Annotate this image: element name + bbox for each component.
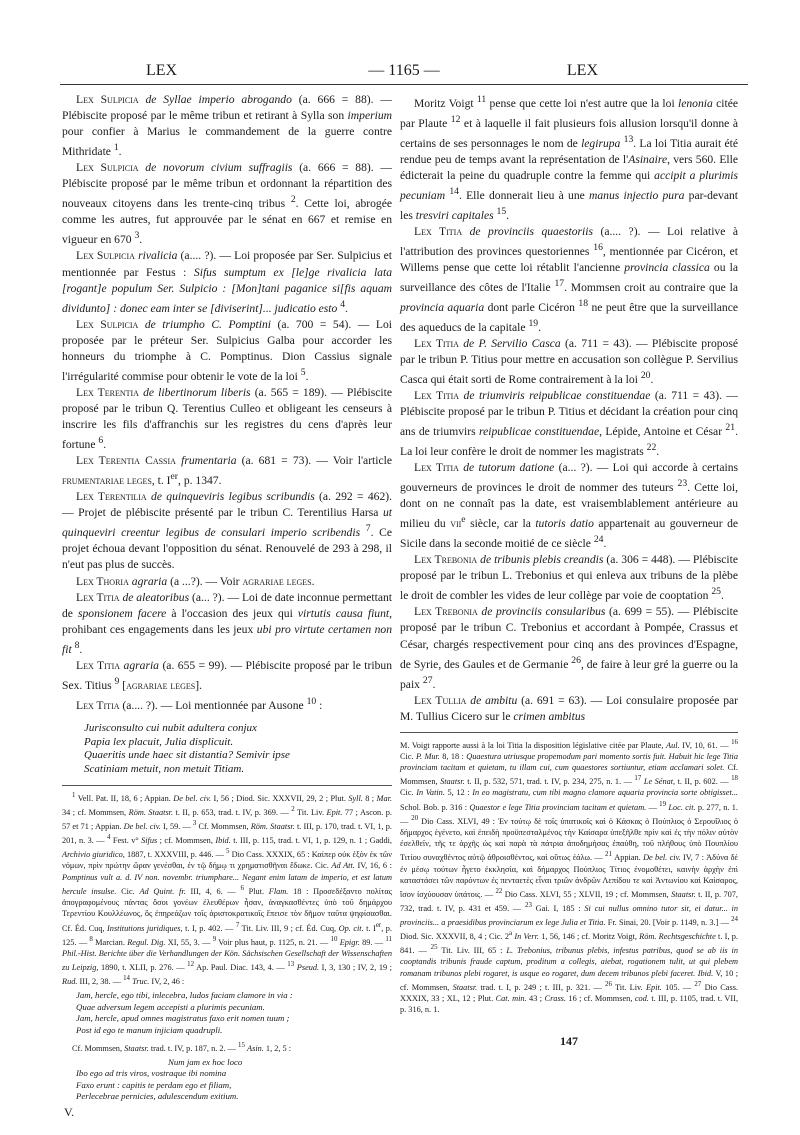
- paragraph: Lex Terentilia de quinqueviris legibus scribundis (a. 292 = 462). — Projet de plébiscite présenté par le tribun C. Terentilius Harsa ut quinqueviri creentur legibus de consulari imperio scribendis $^7$. Ce projet échoua devant l'opposition du sénat. Renouvelé de 293 à 298, il n'eut pas plus de succès.: [62, 490, 393, 572]
- paragraph: Lex Titia de tutorum datione (a... ?). — Loi qui accorde à certains gouverneurs de provinces le droit de nommer des tuteurs $^{23}$. Cette loi, dont on ne connaît pas la date, est vraisemblablement antérieure au milieu du vii$^e$ siècle, car la tutoris datio appartenait au gouverneur de Sicile dans la seconde moitié de ce siècle $^{24}$.: [400, 461, 739, 551]
- paragraph: Lex Sulpicia de novorum civium suffragiis (a. 666 = 88). — Plébiscite proposé par le même tribun et ordonnant la répartition des nouveaux citoyens dans les trente-cinq tribus $^2$. Cette loi, abrogée comme les autres, fut approuvée par le sénat en 667 et remise en vigueur en 670 $^3$.: [62, 161, 393, 247]
- note-verse-line: Num jam ex hoc loco: [168, 1056, 243, 1067]
- verse-line: Jurisconsulto cui nubit adultera conjux: [84, 721, 257, 734]
- note-verse-line: Faxo erunt : capitis te perdam ego et filiam,: [76, 1079, 232, 1090]
- left-body: [62, 92, 392, 714]
- note-verse-line: Jam, hercle, apud omnes magistratus faxo erit nomen tuum ;: [76, 1013, 290, 1024]
- footnotes-text-2: Cf. Mommsen, Staatsr. trad. t. IV, p. 187, n. 2. — $^{15}$ Asin. 1, 2, 5 :: [72, 1041, 292, 1053]
- paragraph: Lex Trebonia de provinciis consularibus (a. 699 = 55). — Plébiscite proposé par le tribun C. Trebonius et accordant à Pompée, Crassus et César, chargés respectivement pour cinq ans des provinces d'Espagne, de Syrie, des Gaules et de Germanie $^{26}$, de faire à leur gré la guerre ou la paix $^{27}$.: [400, 605, 739, 691]
- note-verse-line: Ibo ego ad tris viros, vostraque ibi nomina: [76, 1068, 227, 1079]
- note-verse-line: Post id ego te manum injiciam quadrupli.: [76, 1024, 223, 1035]
- paragraph: Lex Trebonia de tribunis plebis creandis (a. 306 = 448). — Plébiscite proposé par le tribun L. Trebonius et qui enleva aux tribuns de la plèbe le droit de combler les vides de leur collège par voie de cooptation $^{25}$.: [400, 553, 738, 603]
- header-right: LEX: [566, 62, 598, 79]
- paragraph: Lex Titia agraria (a. 655 = 99). — Plébiscite proposé par le tribun Sex. Titius $^9$ [agrariae leges].: [62, 658, 392, 692]
- header-page-number: — 1165 —: [368, 62, 440, 79]
- running-header: [60, 62, 748, 82]
- verse-line: Scatiniam metuit, non metuit Titiam.: [84, 763, 245, 776]
- ausonius-verse: [84, 722, 392, 777]
- paragraph: Lex Sulpicia de Syllae imperio abrogando (a. 666 = 88). — Plébiscite proposé par le même tribun et retirant à Sylla son imperium pour confier à Marius le commandement de la guerre contre Mithridate $^1$.: [62, 93, 392, 159]
- footnotes-text: M. Voigt rapporte aussi à la loi Titia la disposition législative citée par Plaute, Aul. IV, 10, 61. — $^{16}$ Cic. P. Mur. 8, 18 : Quaestura utriusque propemodum pari momento sortis fuit. Habuit hic lege Titia provinciam tacitam et quietam, tu illam cui, cum quaestores sortiuntur, etiam acclamari solet. Cf. Mommsen, Staatsr. t. II, p. 532, 571, trad. t. IV, p. 234, 275, n. 1. — $^{17}$ Le Sénat, t. II, p. 602. — $^{18}$ Cic. In Vatin. 5, 12 : In eo magistratu, cum tibi magno clamore aquaria provincia sorte obtigisset... Schol. Bob. p. 316 : Quaestor e lege Titia provinciam tacitam et quietam. — $^{19}$ Loc. cit. p. 277, n. 1. — $^{20}$ Dio Cass. XLVI, 49 : Ἐν τούτῳ δὲ τοῖς ὑπατικοῖς καὶ ὁ Κάσκας ὁ Πούπλιος ὁ Σερουΐλιος ὁ δήμαρχος ἐγένετο, καὶ ἐπειδὴ προϋπεσταλμένος τὴν Καίσαρα ὑπεξῆλθε πρὶν καὶ ἐς τὴν πόλιν αὐτὸν ἐσελθεῖν, τῆς τε ἀρχῆς ὡς καὶ παρὰ τὰ πάτρια ἀποδημήσας ἐπαύθη, τοῦ πλήθους ὑπὸ Πουπλίου Τιτίου συναχθέντος αὐτῷ ἀθροισθέντος, καὶ οὕτως ἐάλω. — $^{21}$ Appian. De bel. civ. IV, 7 : Ἀδύνα δὲ ἐν μέσῳ τούτων ἦγετο ἐκκλησία, καὶ δήμαρχος Πούπλιος Τίτιος ἐνομοθέτει, καινὴν ἀρχὴν ἐπὶ καταστάσει τῶν παρόντων ἐς πενταετὲς εἶναι τριῶν ἀνδρῶν Λεπίδου τε καὶ Ἀντωνίου καὶ Καίσαρος, ἴσον ἰσχύουσαν ὑπάτοις. — $^{22}$ Dio Cass. XLVI, 55 ; XLVII, 19 ; cf. Mommsen, Staatsr. t. II, p. 707, 732, trad. t. IV, p. 431 et 459. — $^{23}$ Gai. I, 185 : Si cui nullus omnino tutor sit, ei datur... in provinciis... a praesidibus provinciarum ex lege Julia et Titia. Fr. Sinai, 20. [Voir p. 1149, n. 3.] — $^{24}$ Diod. Sic. XXXVII, 8, 4 ; Cic. 2$^a$ In Verr. 1, 56, 146 ; cf. Moritz Voigt, Röm. Rechtsgeschichte t. I, p. 841. — $^{25}$ Tit. Liv. III, 65 : L. Trebonius, tribunus plebis, infestus patribus, quod se ab iis in cooptandis tribunis fraude captum, proditum a collegis, aiebat, rogationem tulit, ut qui plebem romanam tribunos plebi rogaret, is usque eo rogaret, dum decem tribunos plebi faceret. Ibid. V, 10 ; cf. Mommsen, Staatsr. trad. t. I, p. 249 ; t. III, p. 321. — $^{26}$ Tit. Liv. Epit. 105. — $^{27}$ Dio Cass. XXXIX, 33 ; XL, 12 ; Plut. Cat. min. 43 ; Crass. 16 ; cf. Mommsen, cod. t. III, p. 1105, trad. t. VII, p. 316, n. 1.: [400, 738, 739, 1015]
- note-verse-line: Perlecebrae pernicies, adulescendum exitium.: [76, 1091, 239, 1102]
- signature-page-number: 147: [560, 1034, 578, 1048]
- paragraph: Lex Terentia Cassia frumentaria (a. 681 = 73). — Voir l'article frumentariae leges, t. Ier, p. 1347.: [62, 454, 393, 488]
- right-column: [400, 92, 738, 1016]
- left-footnotes: [62, 785, 392, 1118]
- right-body: [400, 92, 738, 725]
- paragraph: Lex Sulpicia rivalicia (a.... ?). — Loi proposée par Ser. Sulpicius et mentionnée par Festus : Sifus sumptum ex [le]ge rivalicia lata [rogant]e populum Ser. Sulpicio : [Mon]tani paganice si[fis aquam dividunto] : donec eam inter se [diviserint]... judicatio esto $^4$.: [62, 249, 392, 315]
- header-left: LEX: [146, 62, 178, 79]
- paragraph: Lex Titia de provinciis quaestoriis (a.... ?). — Loi relative à l'attribution des provinces questoriennes $^{16}$, mentionnée par Cicéron, et Willems pense que cette loi rétablit l'ancienne provincia classica ou la surveillance des côtes de l'Italie $^{17}$. Mommsen croit au contraire que la provincia aquaria dont parle Cicéron $^{18}$ ne peut être que la surveillance des aqueducs de la capitale $^{19}$.: [400, 224, 738, 334]
- truculentus-verse: [76, 990, 392, 1036]
- footnotes-text: $^1$ Vell. Pat. II, 18, 6 ; Appian. De bel. civ. I, 56 ; Diod. Sic. XXXVII, 29, 2 ; Plut. Syll. 8 ; Mar. 34 ; cf. Mommsen, Röm. Staatsr. t. II, p. 653, trad. t. IV, p. 369. — $^2$ Tit. Liv. Epit. 77 ; Ascon. p. 57 et 71 ; Appian. De bel. civ. I, 59. — $^3$ Cf. Mommsen, Röm. Staatsr. t. III, p. 170, trad. t. VI, 1, p. 201, n. 3. — $^4$ Fest. v° Sifus ; cf. Mommsen, Ibid. t. III, p. 115, trad. t. VI, 1, p. 129, n. 1 ; Gaddi, Archivio giuridico, 1887, t. XXXVIII, p. 446. — $^5$ Dio Cass. XXXIX, 65 : Καίπερ οὐκ ἐξὸν ἐκ τῶν νόμων, πρὶν πρώτην ὥραν γενέσθαι, ἐν τῷ δήμῳ τι χρηματισθῆναι ἔδωκε. Cic. Ad Att. IV, 16, 6 : Pomptinus vult a. d. IV non. novembr. triumphare... Negant enim latam de imperio, et est latum hercule insulse. Cic. Ad Quint. fr. III, 4, 6. — $^6$ Plut. Flam. 18 : Προσεδέξαντο πολίτας ἀπογραφομένους πάντας ὅσοι γονέων ἐλευθέρων ἦσαν, ἀναγκασθέντες ὑπὸ τοῦ δημάρχου Τερεντίου Κουλλέωνος, ὃς ἐπηρεάζων τοῖς ἀριστοκρατικοῖς ἔπεισε τὸν δῆμον ταῦτα ψηφίσασθαι. Cf. Éd. Cuq, Institutions juridiques, t. I, p. 402. — $^7$ Tit. Liv. III, 9 ; cf. Éd. Cuq, Op. cit. t. Ier, p. 125. — $^8$ Marcian. Regul. Dig. XI, 55, 3. — $^9$ Voir plus haut, p. 1125, n. 21. — $^{10}$ Epigr. 89. — $^{11}$ Phil.-Hist. Berichte über die Verhandlungen der Kön. Sächsischen Gesellschaft der Wissenschaften zu Leipzig, 1890, t. XLII, p. 276. — $^{12}$ Ap. Paul. Diac. 143, 4. — $^{13}$ Pseud. I, 3, 130 ; IV, 2, 19 ; Rud. III, 2, 38. — $^{14}$ Truc. IV, 2, 46 :: [62, 792, 393, 986]
- paragraph: Lex Tullia de ambitu (a. 691 = 63). — Loi consulaire proposée par M. Tullius Cicero sur le crimen ambitus: [400, 693, 739, 723]
- right-footnotes: [400, 732, 738, 1016]
- paragraph: Moritz Voigt $^{11}$ pense que cette loi n'est autre que la loi lenonia citée par Plaute $^{12}$ et à laquelle il fait plusieurs fois allusion lorsqu'il donne à certains de ses personnages le nom de legirupa $^{13}$. La loi Titia aurait été rendue peu de temps avant la représentation de l'Asinaire, vers 560. Elle édicterait la peine du quadruple contre la femme qui accipit a plurimis pecuniam $^{14}$. Elle donnerait lieu à une manus injectio pura par-devant les tresviri capitales $^{15}$.: [400, 94, 738, 222]
- paragraph: Lex Titia de triumviris reipublicae constituendae (a. 711 = 43). — Plébiscite proposé par le tribun P. Titius et décidant la création pour cinq ans de triumvirs reipublicae constituendae, Lépide, Antoine et César $^{21}$. La loi leur confère le droit de nommer les magistrats $^{22}$.: [400, 389, 739, 459]
- paragraph: Lex Titia de aleatoribus (a... ?). — Loi de date inconnue permettant de sponsionem facere à l'occasion des jeux qui virtutis causa fiunt, prohibant ces engagements dans les jeux ubi pro virtute certamen non fit $^8$.: [62, 590, 393, 656]
- note-verse-line: Quae adversum legem accepisti a plurimis pecuniam.: [76, 1001, 265, 1012]
- paragraph: Lex Thoria agraria (a ...?). — Voir agrariae leges.: [76, 574, 315, 588]
- paragraph: Lex Sulpicia de triumpho C. Pomptini (a. 700 = 54). — Loi proposée par le préteur Ser. Sulpicius Galba pour accorder les honneurs du triomphe à C. Pomptinus. Dion Cassius signale l'irrégularité commise pour obtenir le vote de la loi $^5$.: [62, 317, 392, 383]
- left-column: [62, 92, 392, 1118]
- asinaria-verse: [76, 1057, 392, 1103]
- paragraph: Lex Titia (a.... ?). — Loi mentionnée par Ausone $^{10}$ :: [76, 695, 323, 712]
- verse-line: Quaeritis unde haec sit distantia? Semivir ipse: [84, 749, 290, 762]
- note-verse-line: Jam, hercle, ego tibi, inlecebra, ludos faciam clamore in via :: [76, 990, 293, 1001]
- paragraph: Lex Terentia de libertinorum liberis (a. 565 = 189). — Plébiscite proposé par le tribun Q. Terentius Culleo et obligeant les censeurs à inscrire les fils d'affranchis sur les registres du cens d'après leur fortune $^6$.: [62, 385, 392, 452]
- verse-line: Papia lex placuit, Julia displicuit.: [84, 735, 234, 748]
- author-signature: V.: [64, 1104, 75, 1119]
- paragraph: Lex Titia de P. Servilio Casca (a. 711 = 43). — Plébiscite proposé par le tribun P. Titius pour mettre en accusation son collègue P. Servilius Casca qui était sorti de Rome contrairement à la loi $^{20}$.: [400, 336, 738, 386]
- header-rule: [60, 84, 748, 85]
